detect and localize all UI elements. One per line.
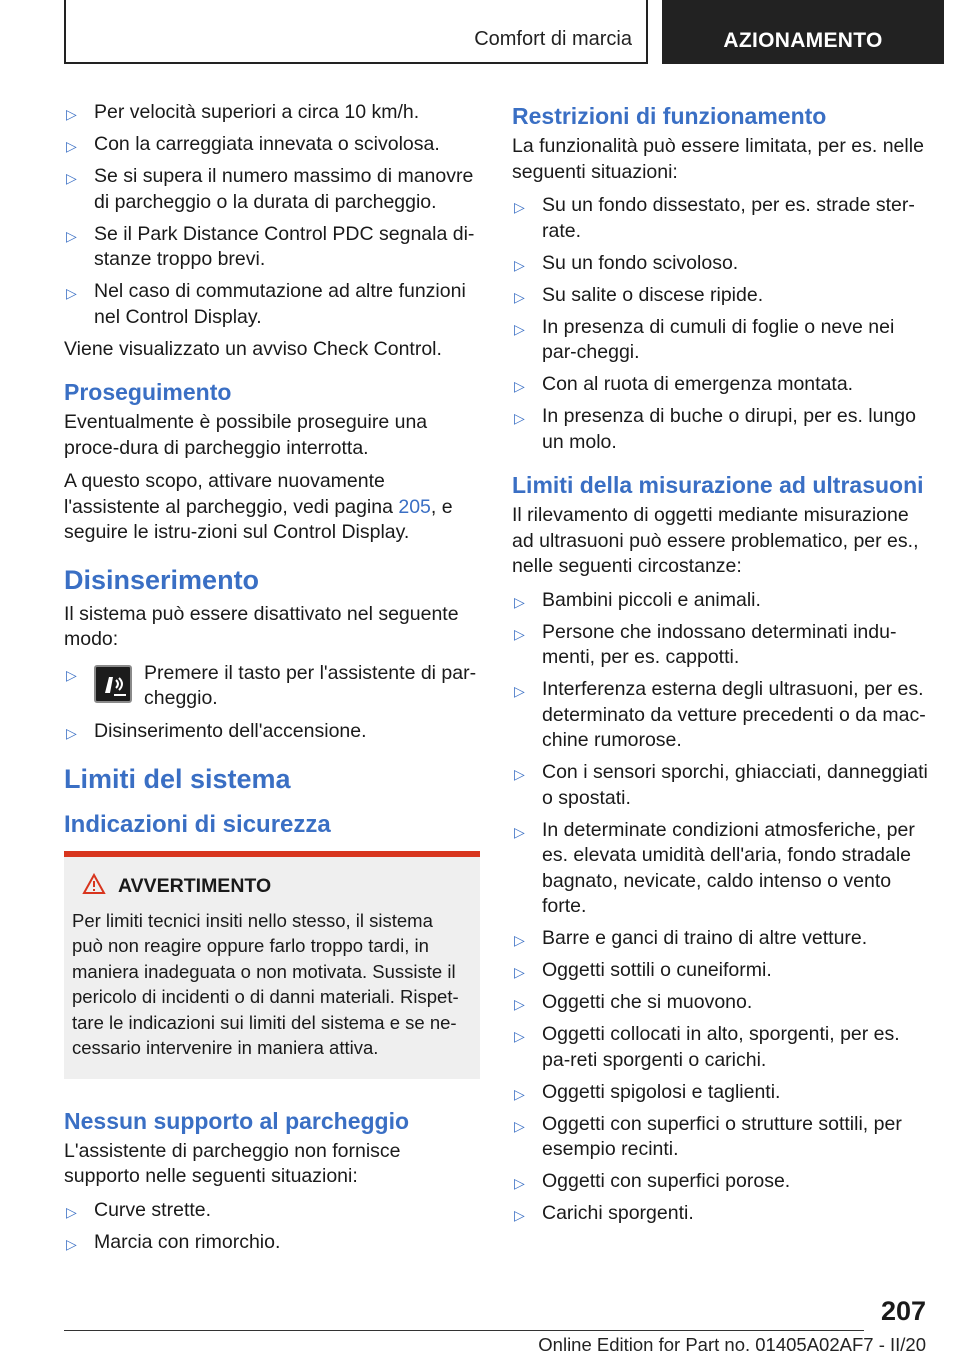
list-item: ▷ Nel caso di commutazione ad altre funzioni nel Control Display. [66, 280, 466, 328]
list-item: ▷ Oggetti con superfici o strutture sottili, per esempio recinti. [514, 1112, 902, 1160]
list-item: ▷ Oggetti collocati in alto, sporgenti, per es. pa‐reti sporgenti o carichi. [514, 1023, 900, 1071]
heading-restrizioni: Restrizioni di funzionamento [512, 103, 827, 129]
triangle-bullet-icon: ▷ [514, 1028, 525, 1044]
header-frame [64, 0, 648, 64]
heading-proseguimento: Proseguimento [64, 379, 232, 405]
heading-nessun-supporto: Nessun supporto al parcheggio [64, 1107, 410, 1134]
paragraph: L'assistente di parcheggio non fornisce supporto nelle seguenti situazioni: [64, 1139, 401, 1187]
triangle-bullet-icon: ▷ [514, 932, 525, 948]
ultrasound-limits-list [512, 588, 928, 1227]
list-item: ▷ Oggetti sottili o cuneiformi. [512, 958, 928, 984]
triangle-bullet-icon: ▷ [514, 378, 525, 394]
triangle-bullet-icon: ▷ [514, 320, 525, 337]
list-item: ▷ Marcia con rimorchio. [64, 1230, 480, 1256]
paragraph: Il rilevamento di oggetti mediante misurazione ad ultrasuoni può essere problematico, per es., nelle seguenti circostanze: [512, 504, 919, 577]
triangle-bullet-icon: ▷ [514, 1207, 525, 1223]
no-support-list [64, 1198, 480, 1256]
triangle-bullet-icon: ▷ [514, 964, 525, 980]
paragraph: La funzionalità può essere limitata, per es. nelle seguenti situazioni: [512, 135, 924, 183]
list-item: ▷ Su salite o discese ripide. [512, 283, 928, 309]
triangle-bullet-icon: ▷ [514, 199, 525, 215]
triangle-bullet-icon: ▷ [66, 666, 77, 683]
chapter-tab: AZIONAMENTO [662, 0, 944, 64]
paragraph: Il sistema può essere disattivato nel seguente modo: [64, 602, 459, 650]
heading-indicazioni-sicurezza: Indicazioni di sicurezza [64, 810, 331, 838]
heading-limiti-misurazione: Limiti della misurazione ad ultrasuoni [512, 472, 924, 498]
warning-title: AVVERTIMENTO [118, 874, 272, 897]
warning-triangle-icon [82, 873, 106, 900]
list-item: ▷ Persone che indossano determinati indu‐menti, per es. cappotti. [514, 620, 897, 668]
list-item: ▷ Se si supera il numero massimo di manovre di parcheggio o la durata di parcheggio. [66, 165, 474, 213]
triangle-bullet-icon: ▷ [66, 138, 77, 154]
conditions-list [64, 100, 480, 330]
paragraph-with-link: A questo scopo, attivare nuovamente l'assistente al parcheggio, vedi pagina 205, e seguire le istru‐zioni sul Control Display. [64, 470, 453, 543]
list-item: ▷ Premere il tasto per l'assistente di par‐cheggio. [66, 661, 477, 709]
triangle-bullet-icon: ▷ [514, 288, 525, 305]
list-item: ▷ Barre e ganci di traino di altre vetture. [512, 926, 928, 952]
parking-assistant-button-icon [94, 665, 132, 703]
list-item: ▷ Curve strette. [64, 1198, 480, 1224]
page-link[interactable]: 205 [398, 495, 431, 518]
list-item: ▷ In presenza di cumuli di foglie o neve nei par‐cheggi. [514, 315, 895, 363]
list-item: ▷ In presenza di buche o dirupi, per es. lungo un molo. [514, 405, 916, 453]
paragraph: Eventualmente è possibile proseguire una proce‐dura di parcheggio interrotta. [64, 411, 428, 459]
triangle-bullet-icon: ▷ [66, 227, 77, 244]
triangle-bullet-icon: ▷ [66, 1203, 77, 1220]
triangle-bullet-icon: ▷ [514, 256, 525, 273]
list-item: ▷ Bambini piccoli e animali. [512, 588, 928, 614]
restrictions-list [512, 193, 928, 455]
heading-disinserimento: Disinserimento [64, 564, 260, 595]
list-item: ▷ Con al ruota di emergenza montata. [512, 372, 928, 398]
triangle-bullet-icon: ▷ [66, 285, 77, 301]
list-item: ▷ Su un fondo dissestato, per es. strade ster‐rate. [514, 194, 915, 242]
left-column [64, 100, 480, 1262]
check-control-note: Viene visualizzato un avviso Check Control. [64, 337, 442, 360]
triangle-bullet-icon: ▷ [514, 625, 525, 642]
heading-limiti-sistema: Limiti del sistema [64, 763, 291, 794]
triangle-bullet-icon: ▷ [66, 106, 77, 122]
disable-list [64, 661, 480, 745]
triangle-bullet-icon: ▷ [66, 170, 77, 186]
list-item: ▷ Su un fondo scivoloso. [512, 251, 928, 277]
triangle-bullet-icon: ▷ [514, 1175, 525, 1191]
list-item: ▷ In determinate condizioni atmosferiche, per es. elevata umidità dell'aria, fondo stradale bagnato, nevicate, caldo intenso o vento forte. [514, 818, 915, 917]
list-item: ▷ Interferenza esterna degli ultrasuoni, per es. determinato da vetture precedenti o da mac‐chine rumorose. [514, 678, 926, 751]
list-item: ▷ Disinserimento dell'accensione. [64, 719, 480, 745]
triangle-bullet-icon: ▷ [514, 683, 525, 699]
list-item: ▷ Con i sensori sporchi, ghiacciati, danneggiati o spostati. [514, 761, 928, 809]
triangle-bullet-icon: ▷ [514, 996, 525, 1012]
triangle-bullet-icon: ▷ [514, 593, 525, 610]
list-item: ▷ Carichi sporgenti. [512, 1201, 928, 1227]
warning-text: Per limiti tecnici insiti nello stesso, il sistema può non reagire oppure farlo troppo tardi, in maniera inadeguata o non motivata. Sussiste il pericolo di incidenti o di danni materiali. Rispet‐tare le indicazioni sui limiti del sistema e se ne‐cessario intervenire in maniera attiva. [72, 909, 459, 1058]
right-column [512, 102, 928, 1233]
list-item: ▷ Con la carreggiata innevata o scivolosa. [64, 132, 480, 158]
triangle-bullet-icon: ▷ [514, 1117, 525, 1134]
page-number: 207 [880, 1296, 926, 1326]
triangle-bullet-icon: ▷ [514, 823, 525, 840]
section-title: Comfort di marcia [474, 28, 632, 50]
triangle-bullet-icon: ▷ [66, 1235, 77, 1252]
triangle-bullet-icon: ▷ [66, 725, 77, 741]
list-item: ▷ Oggetti spigolosi e taglienti. [512, 1080, 928, 1106]
triangle-bullet-icon: ▷ [514, 410, 525, 426]
list-item: ▷ Per velocità superiori a circa 10 km/h. [64, 100, 480, 126]
list-item: ▷ Oggetti con superfici porose. [512, 1169, 928, 1195]
warning-box [64, 851, 480, 1079]
triangle-bullet-icon: ▷ [514, 766, 525, 782]
list-item: ▷ Oggetti che si muovono. [512, 990, 928, 1016]
triangle-bullet-icon: ▷ [514, 1085, 525, 1102]
list-item: ▷ Se il Park Distance Control PDC segnala di‐stanze troppo brevi. [66, 222, 475, 270]
edition-line: Online Edition for Part no. 01405A02AF7 - II/20 [538, 1334, 926, 1355]
footer-rule [64, 1330, 864, 1331]
